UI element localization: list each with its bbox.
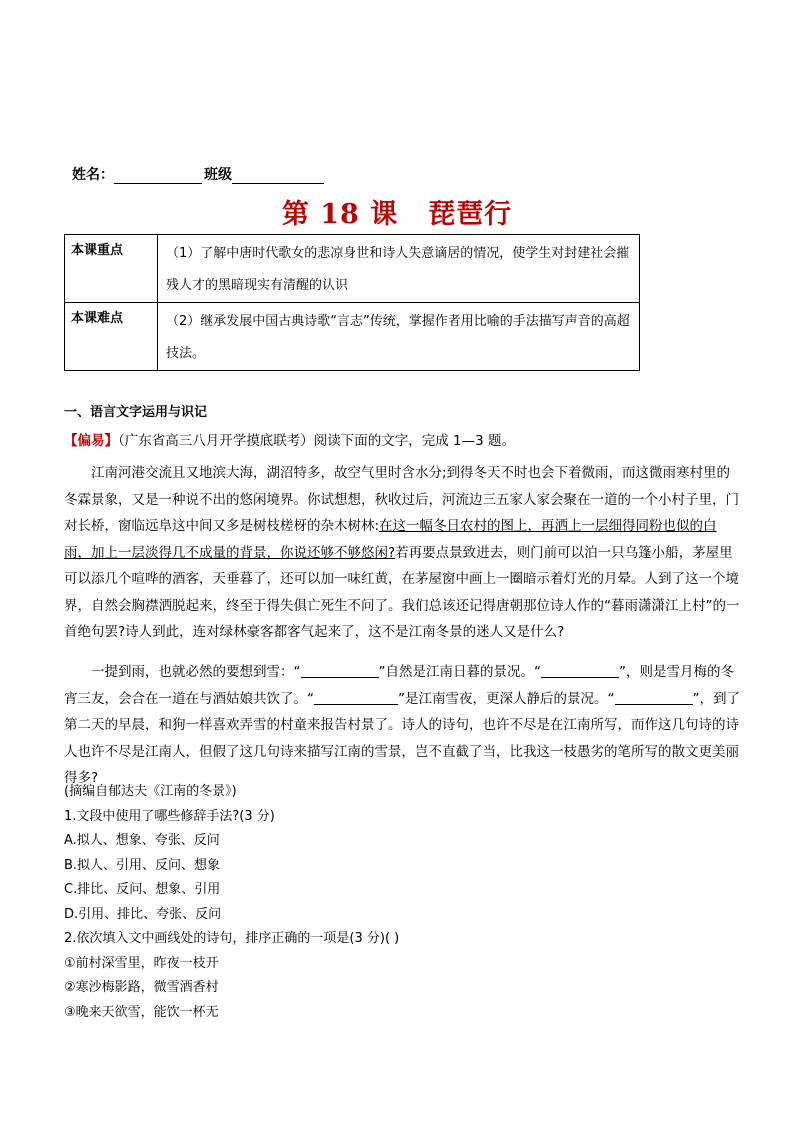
question-intro [64,428,740,455]
poem-line-2: ②寒沙梅影路，微雪酒香村 [64,980,219,995]
name-blank[interactable] [114,169,202,184]
passage-text: 若再要点景致进去，则门前可以泊一只乌篷小船，茅屋里可以添几个喧哗的酒客，天垂暮了，还可以加一味红黄，在茅屋窗中画上一圈暗示着灯光的月晕。人到了这一个境界，自然会胸襟洒脱起来，终至于得失俱亡死生不问了。我们总该还记得唐朝那位诗人作的“暮雨潇潇江上村”的一首绝句罢?诗人到此，连对绿林豪客都客气起来了，这不是江南冬景的迷人又是什么? [64,544,740,640]
page-title [0,192,794,231]
question-2: 2.依次填入文中画线处的诗句，排序正确的一项是(3 分)( ) [64,931,400,946]
passage-paragraph-1 [64,460,740,646]
difficulty-tag: 【偏易】 [64,433,118,449]
passage-text: ”是江南雪夜，更深人静后的景况。“ [398,690,615,707]
passage-text: ”自然是江南日暮的景况。“ [378,664,541,680]
poem-line-1: ①前村深雪里，昨夜一枝开 [64,955,219,971]
table-row [65,235,640,303]
passage-paragraph-2 [64,659,740,792]
intro-text: （广东省高三八月开学摸底联考）阅读下面的文字，完成 1—3 题。 [118,433,516,449]
difficult-points-label: 本课难点 [65,303,158,371]
option-b[interactable]: B.拟人、引用、反问、想象 [64,857,221,873]
lesson-number: 第 18 课 [281,199,399,230]
fill-blank-2[interactable] [541,663,619,678]
underlined-sentence: 在这一幅冬日农村的图上，再洒上一层细得同粉也似的白雨，加上一层淡得几不成量的背景，你说还够不够悠闲? [64,518,717,561]
fill-blank-3[interactable] [314,690,398,705]
passage-text: ”，则是雪月梅的冬宵三友，会合在一道在与酒姑娘共饮了。“ [64,664,734,707]
fill-blank-1[interactable] [301,663,379,678]
poem-title: 琵琶行 [428,199,513,230]
key-points-content: （1）了解中唐时代歌女的悲凉身世和诗人失意谪居的情况，使学生对封建社会摧残人才的黑暗现实有清醒的认识 [158,235,640,303]
passage-text: 江南河港交流且又地滨大海，湖沼特多，故空气里时含水分;到得冬天不时也会下着微雨，而这微雨寒村里的冬霖景象，又是一种说不出的悠闲境界。你试想想，秋收过后，河流边三五家人家会聚在一道的一个小村子里，门对长桥，窗临远阜这中间又多是树枝槎枒的杂木树林: [64,465,739,534]
option-c[interactable]: C.排比、反问、想象、引用 [64,882,221,897]
section-heading: 一、语言文字运用与识记 [64,405,208,420]
questions-block [64,780,399,1025]
student-info-line [72,164,324,184]
option-a[interactable]: A.拟人、想象、夸张、反问 [64,833,220,848]
class-label: 班级 [204,167,232,183]
fill-blank-4[interactable] [615,690,693,705]
objectives-table [64,234,640,371]
question-1: 1.文段中使用了哪些修辞手法?(3 分) [64,808,275,824]
passage-text: ”，到了第二天的早晨，和狗一样喜欢弄雪的村童来报告村景了。诗人的诗句，也许不尽是在江南所写，而作这几句诗的诗人也许不尽是江南人，但假了这几句诗来描写江南的雪景，岂不直截了当，比我这一枝愚劣的笔所写的散文更美丽得多? [64,690,740,786]
name-label: 姓名： [72,167,114,183]
difficult-points-content: （2）继承发展中国古典诗歌“言志”传统，掌握作者用比喻的手法描写声音的高超技法。 [158,303,640,371]
class-blank[interactable] [232,169,324,184]
option-d[interactable]: D.引用、排比、夸张、反问 [64,906,222,922]
poem-line-3: ③晚来天欲雪，能饮一杯无 [64,1004,219,1020]
passage-text: 一提到雨，也就必然的要想到雪：“ [91,664,301,680]
table-row [65,303,640,371]
passage-source: (摘编自郁达夫《江南的冬景》) [64,784,237,799]
key-points-label: 本课重点 [65,235,158,303]
